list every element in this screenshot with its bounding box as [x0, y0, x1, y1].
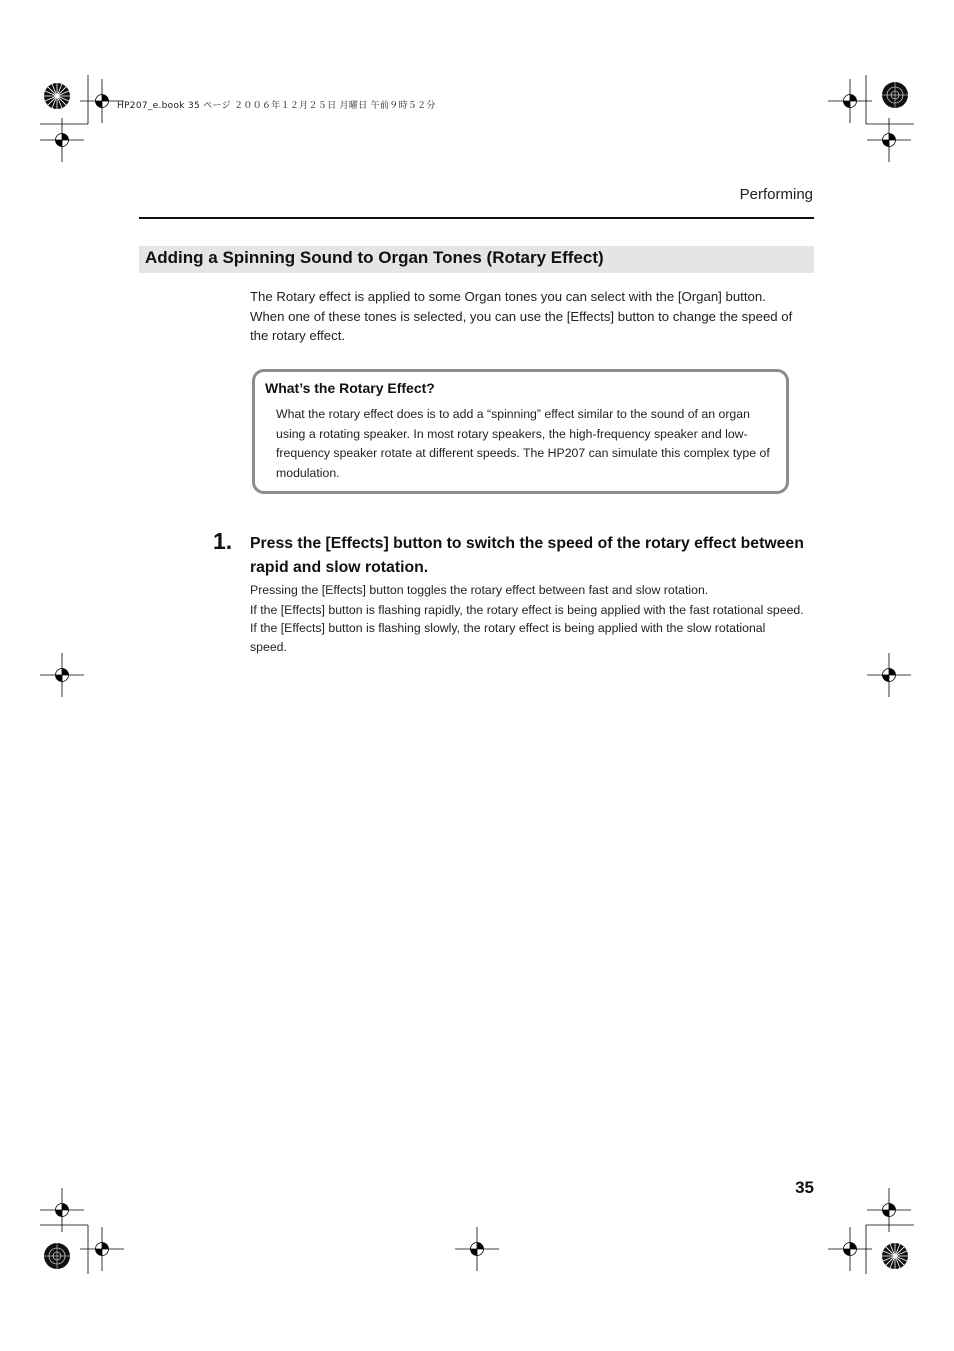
step-description-paragraph: Pressing the [Effects] button toggles the rotary effect between fast and slow rotation. [250, 583, 709, 597]
note-text: What the rotary effect does is to add a “spinning” effect similar to the sound of an organ using a rotating speaker. In most rotary speakers, the high-frequency speaker and low-frequency speaker rotate at different speeds. The HP207 can simulate this complex type of modulation. [276, 407, 770, 480]
step-number: 1. [213, 528, 233, 554]
crosshair-mark [867, 118, 911, 162]
step-instruction: Press the [Effects] button to switch the speed of the rotary effect between rapid and slow rotation. [250, 535, 804, 576]
section-title: Adding a Spinning Sound to Organ Tones (Rotary Effect) [145, 248, 604, 267]
crosshair-mark [828, 1227, 872, 1271]
target-mark-bottom-left [44, 1243, 70, 1269]
crosshair-mark [40, 653, 84, 697]
crosshair-mark [40, 118, 84, 162]
starburst-mark-bottom-right [882, 1243, 908, 1269]
intro-paragraph: The Rotary effect is applied to some Organ tones you can select with the [Organ] button. When one of these tones is selected, you can use the [Effects] button to change the speed of the rotary effect. [250, 289, 793, 343]
step-description-paragraph: If the [Effects] button is flashing rapidly, the rotary effect is being applied with the fast rotational speed. If the [Effects] button is flashing slowly, the rotary effect is being applied with the slow rotational speed. [250, 602, 804, 654]
crosshair-mark [867, 653, 911, 697]
print-info-line: HP207_e.book 35 ページ ２００６年１２月２５日 月曜日 午前９時５２分 [117, 101, 436, 111]
header-rule [139, 217, 814, 219]
crosshair-mark [80, 1227, 124, 1271]
starburst-mark-top-left [44, 83, 70, 109]
running-head: Performing [739, 186, 813, 203]
page-number: 35 [795, 1178, 814, 1197]
target-mark-top-right [882, 82, 908, 108]
step-description [250, 581, 805, 657]
crosshair-mark [455, 1227, 499, 1271]
note-title: What’s the Rotary Effect? [265, 380, 435, 396]
crosshair-mark [828, 79, 872, 123]
